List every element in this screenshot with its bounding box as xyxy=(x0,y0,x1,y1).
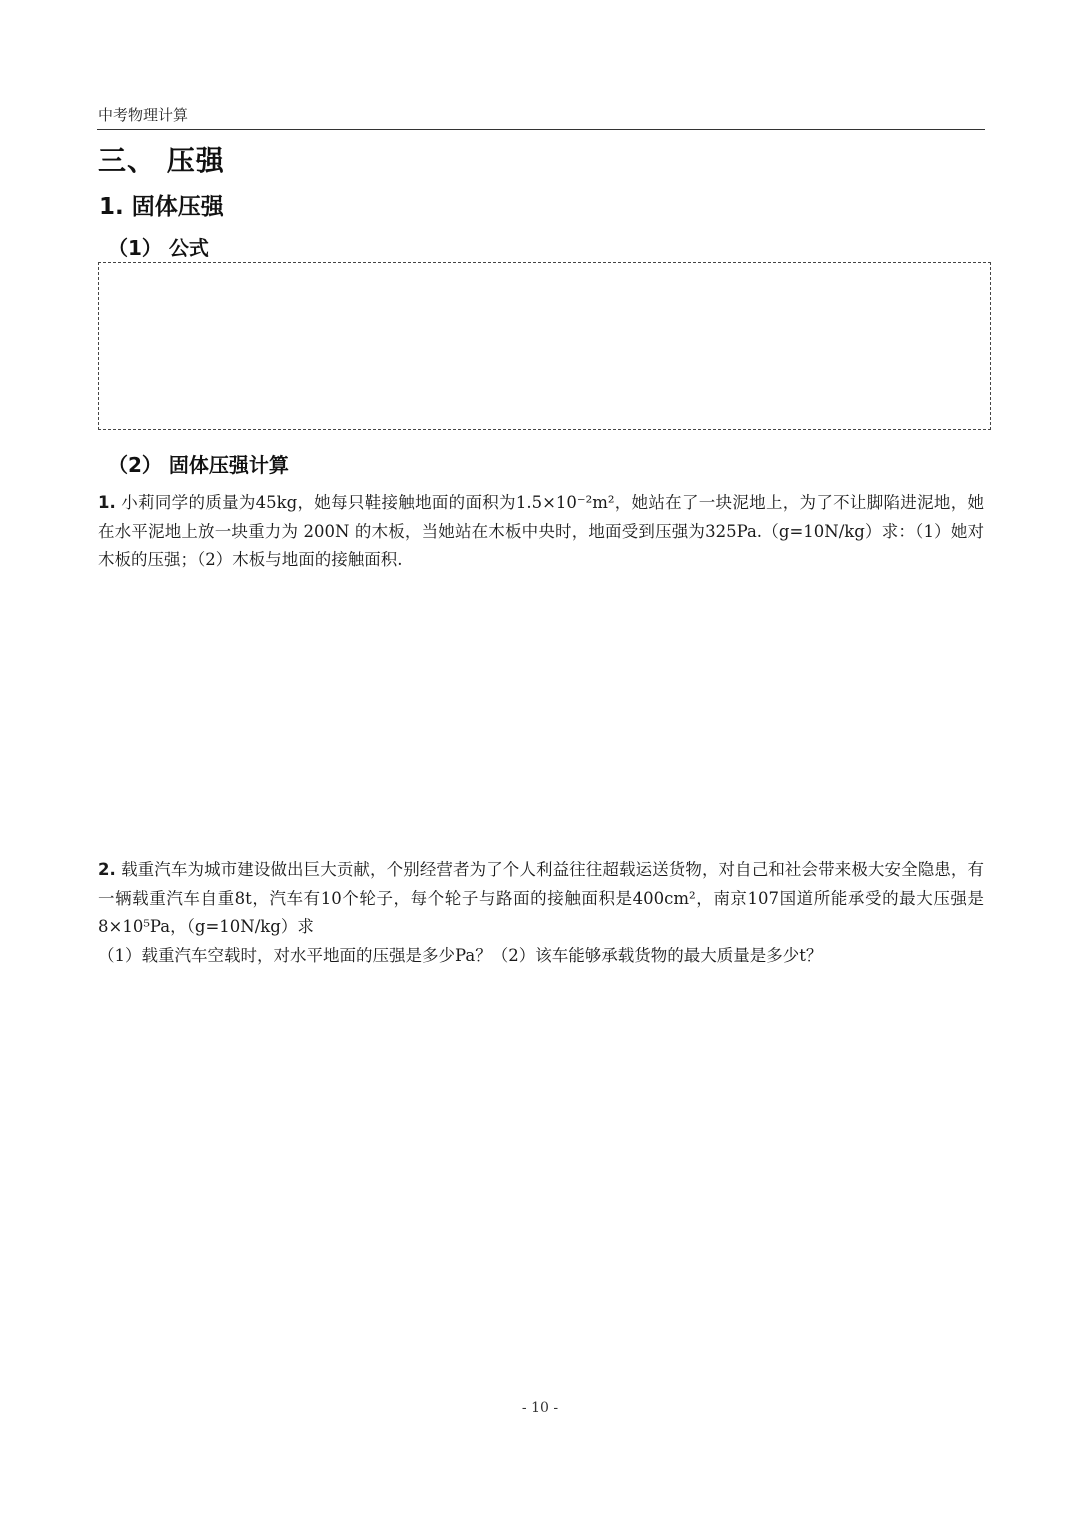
calc-heading: （2） 固体压强计算 xyxy=(108,453,289,477)
problem-number: 2. xyxy=(98,860,116,879)
header-divider xyxy=(97,129,985,130)
problem-questions: （1）载重汽车空载时，对水平地面的压强是多少Pa？（2）该车能够承载货物的最大质量是多少t？ xyxy=(98,945,823,965)
page-number: - 10 - xyxy=(521,1400,559,1416)
problem-1 xyxy=(98,489,984,575)
problem-number: 1. xyxy=(98,493,116,512)
subsection-title: 1. 固体压强 xyxy=(99,194,224,220)
formula-heading: （1） 公式 xyxy=(108,236,209,260)
running-header: 中考物理计算 xyxy=(98,106,189,124)
section-title: 三、 压强 xyxy=(98,144,225,177)
problem-2 xyxy=(98,856,984,970)
problem-text: 小莉同学的质量为45kg，她每只鞋接触地面的面积为1.5×10⁻²m²，她站在了一块泥地上，为了不让脚陷进泥地，她在水平泥地上放一块重力为 200N 的木板，当她站在木板中央时，地面受到压强为325Pa.（g=10N/kg）求：（1）她对木板的压强；（2）木板与地面的接触面积. xyxy=(98,493,984,569)
formula-answer-box[interactable] xyxy=(98,262,991,430)
problem-text: 载重汽车为城市建设做出巨大贡献，个别经营者为了个人利益往往超载运送货物，对自己和社会带来极大安全隐患，有一辆载重汽车自重8t，汽车有10个轮子，每个轮子与路面的接触面积是400cm²，南京107国道所能承受的最大压强是8×10⁵Pa，（g=10N/kg）求 xyxy=(98,860,984,936)
